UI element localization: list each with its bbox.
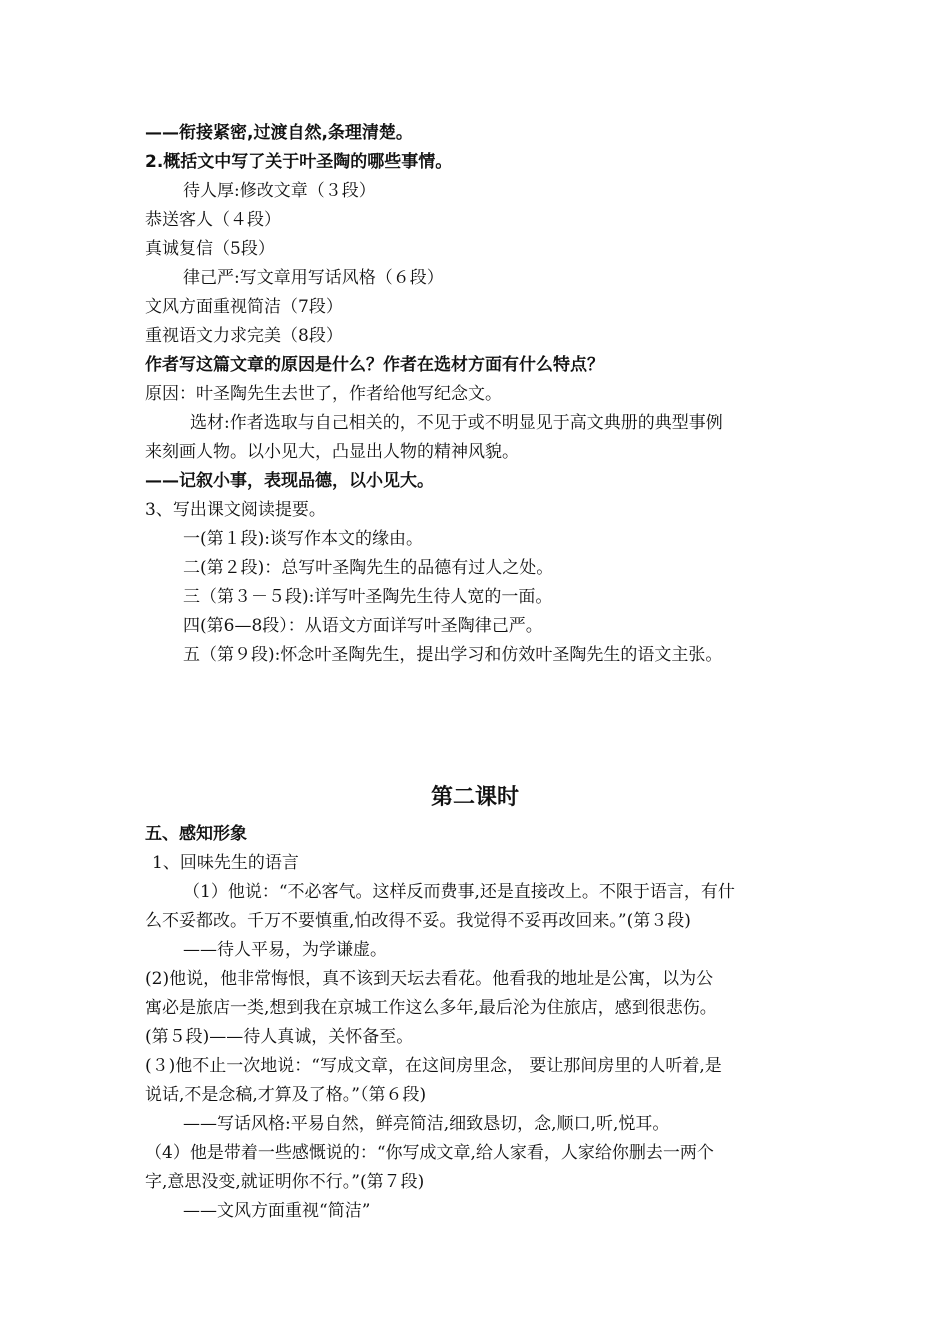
outline-item: 一(第１段):谈写作本文的缘由。 — [183, 529, 423, 549]
paragraph-line: (第５段)——待人真诚，关怀备至。 — [145, 1027, 414, 1047]
section-heading: 五、感知形象 — [145, 824, 247, 844]
paragraph-comment: ——写话风格:平易自然，鲜亮简洁,细致恳切，念,顺口,听,悦耳。 — [183, 1114, 670, 1134]
conclusion-transition: ——衔接紧密,过渡自然,条理清楚。 — [145, 123, 413, 143]
reason-answer: 原因：叶圣陶先生去世了，作者给他写纪念文。 — [145, 384, 502, 404]
paragraph-line: 字,意思没变,就证明你不行。”(第７段) — [145, 1172, 425, 1192]
paragraph-line: 说话,不是念稿,才算及了格。”（第６段) — [145, 1085, 427, 1105]
lesson-title: 第二课时 — [430, 785, 519, 810]
paragraph-comment: ——文风方面重视“简洁” — [183, 1201, 371, 1221]
outline-item: 二(第２段)：总写叶圣陶先生的品德有过人之处。 — [183, 558, 554, 578]
outline-item: 四(第6—8段）：从语文方面详写叶圣陶律己严。 — [183, 616, 543, 636]
paragraph-line: （4）他是带着一些感慨说的：“你写成文章,给人家看，人家给你删去一两个 — [145, 1143, 714, 1163]
list-item: 文风方面重视简洁（7段） — [145, 297, 343, 317]
conclusion-summary: ——记叙小事，表现品德，以小见大。 — [145, 471, 434, 491]
paragraph-line: 寓必是旅店一类,想到我在京城工作这么多年,最后沦为住旅店，感到很悲伤。 — [145, 998, 717, 1018]
list-item: 律己严:写文章用写话风格（６段） — [183, 268, 444, 288]
list-item: 重视语文力求完美（8段） — [145, 326, 343, 346]
paragraph-comment: ——待人平易，为学谦虚。 — [183, 940, 387, 960]
paragraph-line: （1）他说：“不必客气。这样反而费事,还是直接改上。不限于语言，有什 — [183, 882, 735, 902]
material-answer-line: 选材:作者选取与自己相关的，不见于或不明显见于高文典册的典型事例 — [190, 413, 723, 433]
paragraph-line: (2)他说，他非常悔恨，真不该到天坛去看花。他看我的地址是公寓，以为公 — [145, 969, 714, 989]
outline-item: 五（第９段):怀念叶圣陶先生，提出学习和仿效叶圣陶先生的语文主张。 — [183, 645, 723, 665]
list-item: 待人厚:修改文章（３段） — [183, 181, 376, 201]
list-item: 恭送客人（４段） — [145, 210, 281, 230]
paragraph-line: 么不妥都改。千万不要慎重,怕改得不妥。我觉得不妥再改回来。”(第３段) — [145, 911, 691, 931]
outline-item: 三（第３－５段):详写叶圣陶先生待人宽的一面。 — [183, 587, 553, 607]
list-item: 真诚复信（5段） — [145, 239, 275, 259]
question-reason: 作者写这篇文章的原因是什么？作者在选材方面有什么特点？ — [145, 355, 604, 375]
question-3: 3、写出课文阅读提要。 — [145, 500, 326, 520]
material-answer-line: 来刻画人物。以小见大，凸显出人物的精神风貌。 — [145, 442, 519, 462]
question-2: 2.概括文中写了关于叶圣陶的哪些事情。 — [145, 152, 453, 172]
subsection-heading: 1、回味先生的语言 — [152, 853, 299, 873]
paragraph-line: (３)他不止一次地说：“写成文章，在这间房里念， 要让那间房里的人听着,是 — [145, 1056, 722, 1076]
